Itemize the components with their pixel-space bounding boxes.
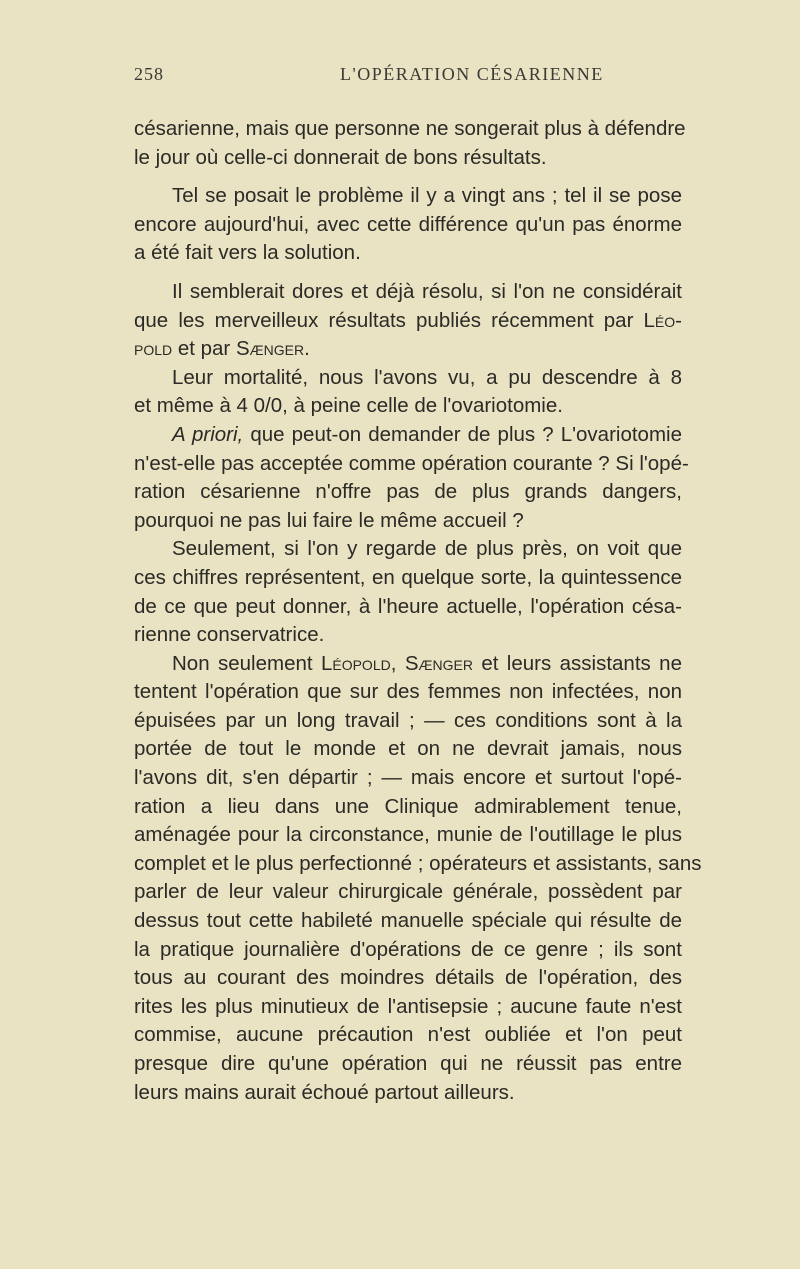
text-line: rites les plus minutieux de l'antisepsie ; aucune faute n'est: [134, 994, 682, 1018]
text-line: césarienne, mais que personne ne songerait plus à défendre: [134, 117, 686, 140]
body-text: [134, 115, 702, 1107]
text-line: ces chiffres représentent, en quelque sorte, la quintessence: [134, 565, 682, 589]
text-line: Leur mortalité, nous l'avons vu, a pu descendre à 8: [172, 365, 682, 389]
text-line: [134, 421, 682, 450]
text-line: complet et le plus perfectionné ; opérateurs et assistants, sans: [134, 851, 702, 875]
text-run: et leurs assistants ne: [481, 651, 682, 675]
text-line: pourquoi ne pas lui faire le même accueil ?: [134, 508, 524, 532]
text-run: Non seulement: [172, 651, 313, 675]
text-line: le jour où celle-ci donnerait de bons résultats.: [134, 145, 547, 169]
text-line: aménagée pour la circonstance, munie de l'outillage le plus: [134, 823, 682, 847]
text-run: et par: [177, 337, 231, 361]
text-line: parler de leur valeur chirurgicale générale, possèdent par: [134, 880, 682, 904]
text-line: commise, aucune précaution n'est oubliée et l'on peut: [134, 1023, 682, 1047]
text-line: leurs mains aurait échoué partout ailleurs.: [134, 1080, 515, 1104]
text-line: l'avons dit, s'en départir ; — mais encore et surtout l'opé-: [134, 766, 682, 790]
text-line: et même à 4 0/0, à peine celle de l'ovariotomie.: [134, 394, 563, 418]
text-line: [134, 335, 682, 364]
text-line: épuisées par un long travail ; — ces conditions sont à la: [134, 708, 682, 732]
text-line: [134, 307, 682, 336]
text-run: que les merveilleux résultats publiés récemment par: [134, 308, 634, 332]
text-line: la pratique journalière d'opérations de ce genre ; ils sont: [134, 937, 682, 961]
text-line: n'est-elle pas acceptée comme opération courante ? Si l'opé-: [134, 451, 689, 475]
text-line: ration a lieu dans une Clinique admirablement tenue,: [134, 794, 682, 818]
text-line: dessus tout cette habileté manuelle spéciale qui résulte de: [134, 909, 682, 933]
page-header: [0, 62, 800, 92]
italic-phrase: A priori,: [172, 422, 244, 446]
text-line: tentent l'opération que sur des femmes non infectées, non: [134, 680, 682, 704]
author-name: Léo-: [643, 308, 682, 332]
text-line: portée de tout le monde et on ne devrait jamais, nous: [134, 737, 682, 761]
author-name: Léopold,: [320, 651, 397, 675]
text-line: ration césarienne n'offre pas de plus grands dangers,: [134, 480, 682, 504]
text-line: Seulement, si l'on y regarde de plus près, on voit que: [172, 537, 682, 561]
text-line: [134, 650, 682, 679]
page-number: 258: [134, 64, 164, 84]
text-line: encore aujourd'hui, avec cette différence qu'un pas énorme: [134, 212, 682, 236]
text-line: presque dire qu'une opération qui ne réussit pas entre: [134, 1052, 682, 1075]
text-line: tous au courant des moindres détails de l'opération, des: [134, 966, 682, 990]
author-name: Sænger: [404, 651, 473, 675]
author-name: Sænger.: [235, 337, 310, 361]
text-line: de ce que peut donner, à l'heure actuelle, l'opération césa-: [134, 594, 682, 618]
author-name: pold: [134, 337, 173, 361]
running-title: L'OPÉRATION CÉSARIENNE: [340, 64, 604, 84]
text-line: Tel se posait le problème il y a vingt ans ; tel il se pose: [172, 184, 682, 208]
text-run: que peut-on demander de plus ? L'ovariotomie: [250, 422, 682, 446]
text-line: rienne conservatrice.: [134, 623, 325, 647]
text-line: Il semblerait dores et déjà résolu, si l'on ne considérait: [172, 279, 682, 303]
text-line: a été fait vers la solution.: [134, 241, 361, 265]
